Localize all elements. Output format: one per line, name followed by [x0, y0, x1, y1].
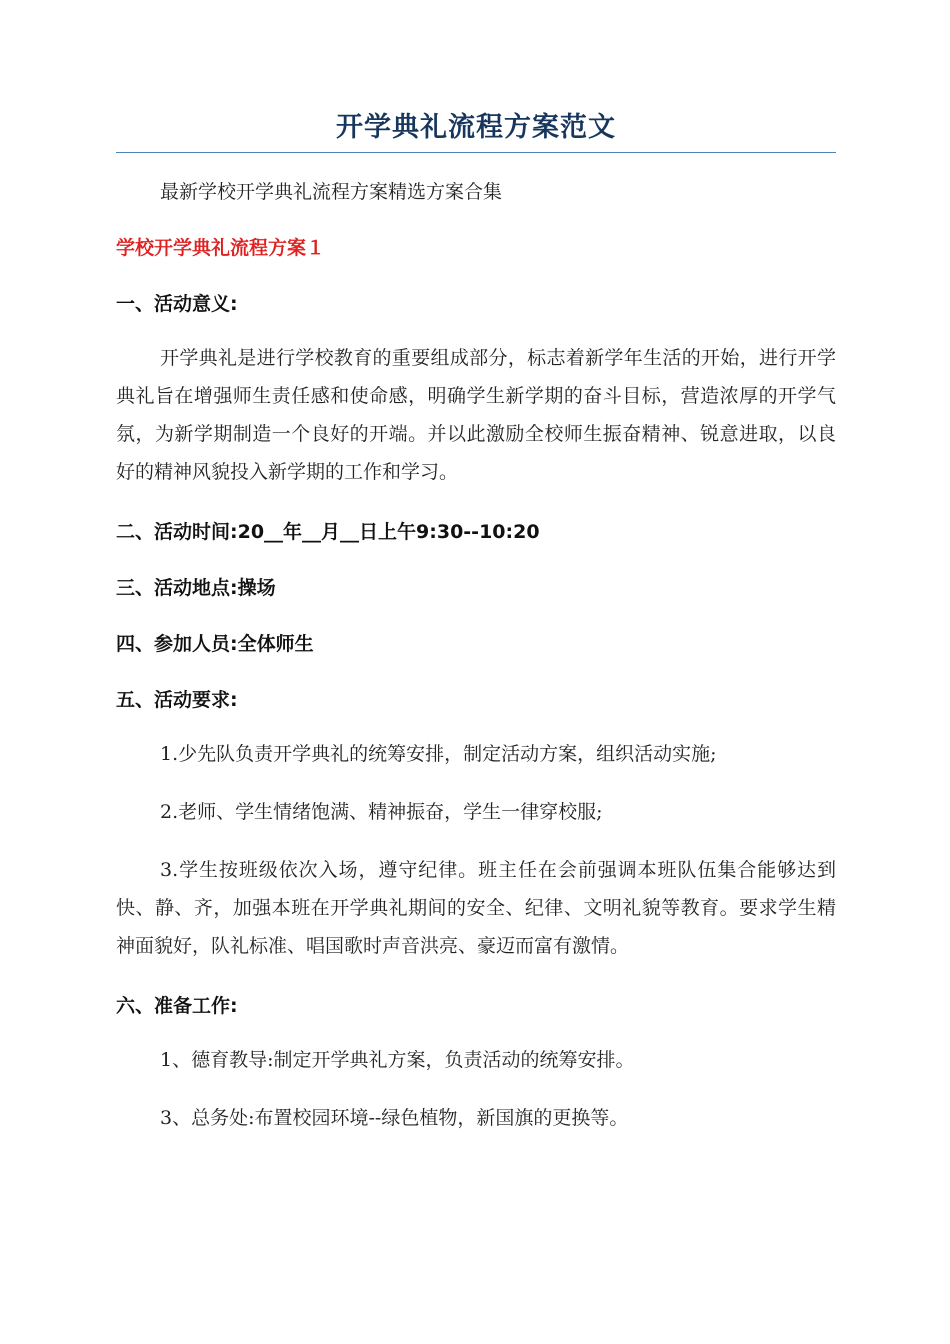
section-1-heading: 一、活动意义: [116, 293, 238, 315]
section-5-item-1: 1.少先队负责开学典礼的统筹安排，制定活动方案，组织活动实施; [160, 743, 717, 765]
title-underline [116, 152, 836, 153]
section-6-item-3: 3、总务处:布置校园环境--绿色植物，新国旗的更换等。 [160, 1107, 629, 1129]
section-5-item-2: 2.老师、学生情绪饱满、精神振奋，学生一律穿校服; [160, 801, 603, 823]
section-6-heading: 六、准备工作: [116, 995, 238, 1017]
section-5-heading: 五、活动要求: [116, 689, 238, 711]
section-5-item-3: 3.学生按班级依次入场，遵守纪律。班主任在会前强调本班队伍集合能够达到快、静、齐，加强本班在开学典礼期间的安全、纪律、文明礼貌等教育。要求学生精神面貌好，队礼标准、唱国歌时声音洪亮、豪迈而富有激情。 [116, 859, 836, 957]
document-content [116, 108, 836, 1137]
plan-heading: 学校开学典礼流程方案１ [116, 237, 326, 259]
section-1-body: 开学典礼是进行学校教育的重要组成部分，标志着新学年生活的开始，进行开学典礼旨在增强师生责任感和使命感，明确学生新学期的奋斗目标，营造浓厚的开学气氛，为新学期制造一个良好的开端。并以此激励全校师生振奋精神、锐意进取，以良好的精神风貌投入新学期的工作和学习。 [116, 347, 836, 483]
section-2-heading: 二、活动时间:20__年__月__日上午9:30--10:20 [116, 521, 540, 543]
section-4-heading: 四、参加人员:全体师生 [116, 633, 314, 655]
document-subtitle: 最新学校开学典礼流程方案精选方案合集 [160, 181, 503, 203]
section-3-heading: 三、活动地点:操场 [116, 577, 276, 599]
section-6-item-1: 1、德育教导:制定开学典礼方案，负责活动的统筹安排。 [160, 1049, 635, 1071]
document-title: 开学典礼流程方案范文 [336, 112, 616, 143]
